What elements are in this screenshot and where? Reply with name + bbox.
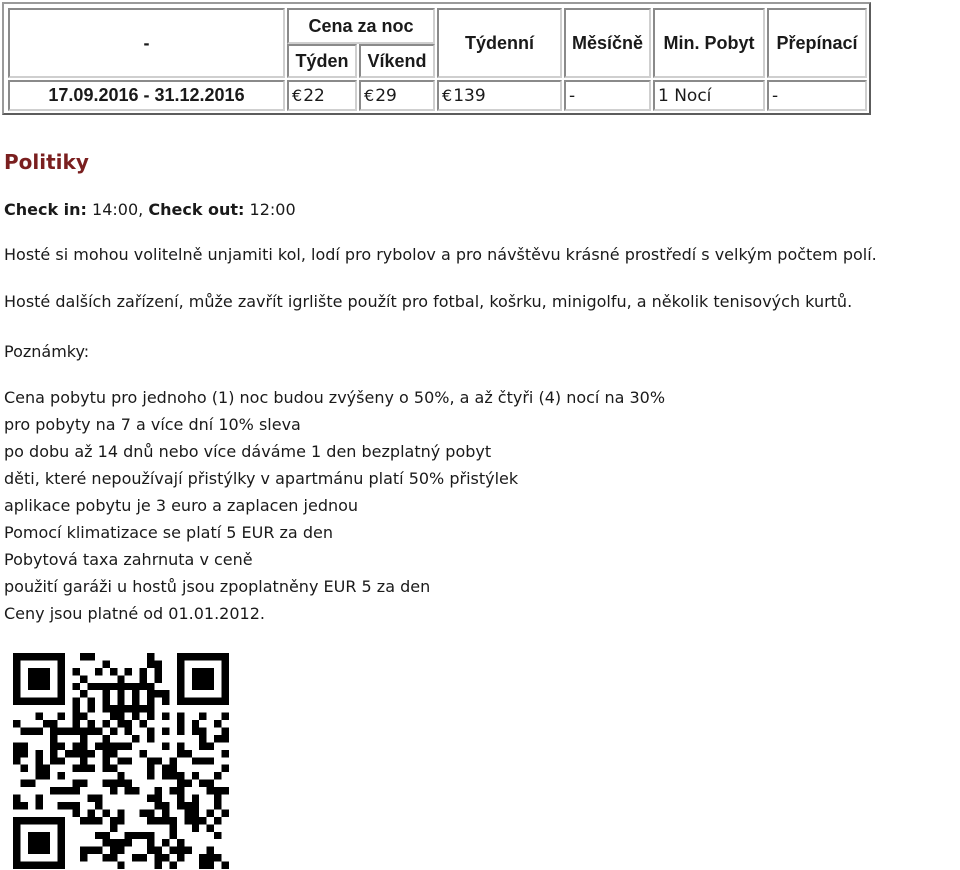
switch-cell: -: [767, 80, 867, 111]
checkin-time: 14:00,: [92, 200, 144, 219]
checkin-label: Check in:: [4, 200, 87, 219]
policies-title: Politiky: [4, 150, 89, 174]
price-group-header: Cena za noc: [287, 8, 435, 44]
period-cell: 17.09.2016 - 31.12.2016: [8, 80, 285, 111]
weekend-price: 29: [375, 85, 397, 106]
min-stay-cell: 1 Nocí: [653, 80, 765, 111]
week-price: 22: [303, 85, 325, 106]
note-item: po dobu až 14 dnů nebo více dáváme 1 den bezplatný pobyt: [4, 442, 492, 461]
note-item: aplikace pobytu je 3 euro a zaplacen jednou: [4, 496, 359, 515]
notes-label: Poznámky:: [4, 342, 90, 361]
guest-info-2: Hosté dalších zařízení, může zavřít igrlište použít pro fotbal, košrku, minigolfu, a několik tenisových kurtů.: [4, 292, 853, 311]
euro-icon: €: [364, 86, 375, 105]
switch-header: Přepínací: [767, 8, 867, 78]
week-price-cell: [287, 80, 357, 111]
min-stay-header: Min. Pobyt: [653, 8, 765, 78]
corner-header: -: [8, 8, 285, 78]
week-header: Týden: [287, 44, 357, 78]
euro-icon: €: [292, 86, 303, 105]
check-times: [4, 200, 296, 219]
note-item: použití garáži u hostů jsou zpoplatněny EUR 5 za den: [4, 577, 431, 596]
euro-icon: €: [442, 86, 453, 105]
checkout-label: Check out:: [148, 200, 245, 219]
weekly-header: Týdenní: [437, 8, 562, 78]
guest-info-1: Hosté si mohou volitelně unjamiti kol, lodí pro rybolov a pro návštěvu krásné prostředí s velkým počtem polí.: [4, 245, 877, 264]
monthly-price-cell: -: [564, 80, 651, 111]
weekend-price-cell: [359, 80, 435, 111]
note-item: Ceny jsou platné od 01.01.2012.: [4, 604, 265, 623]
note-item: Pomocí klimatizace se platí 5 EUR za den: [4, 523, 333, 542]
weekly-price-cell: [437, 80, 562, 111]
weekly-price: 139: [453, 85, 486, 106]
note-item: Cena pobytu pro jednoho (1) noc budou zvýšeny o 50%, a až čtyři (4) nocí na 30%: [4, 388, 666, 407]
note-item: Pobytová taxa zahrnuta v ceně: [4, 550, 253, 569]
checkout-time: 12:00: [249, 200, 296, 219]
note-item: děti, které nepoužívají přistýlky v apartmánu platí 50% přistýlek: [4, 469, 519, 488]
weekend-header: Víkend: [359, 44, 435, 78]
note-item: pro pobyty na 7 a více dní 10% sleva: [4, 415, 301, 434]
qr-code: [13, 653, 229, 869]
price-table: [2, 2, 871, 115]
monthly-header: Měsíčně: [564, 8, 651, 78]
